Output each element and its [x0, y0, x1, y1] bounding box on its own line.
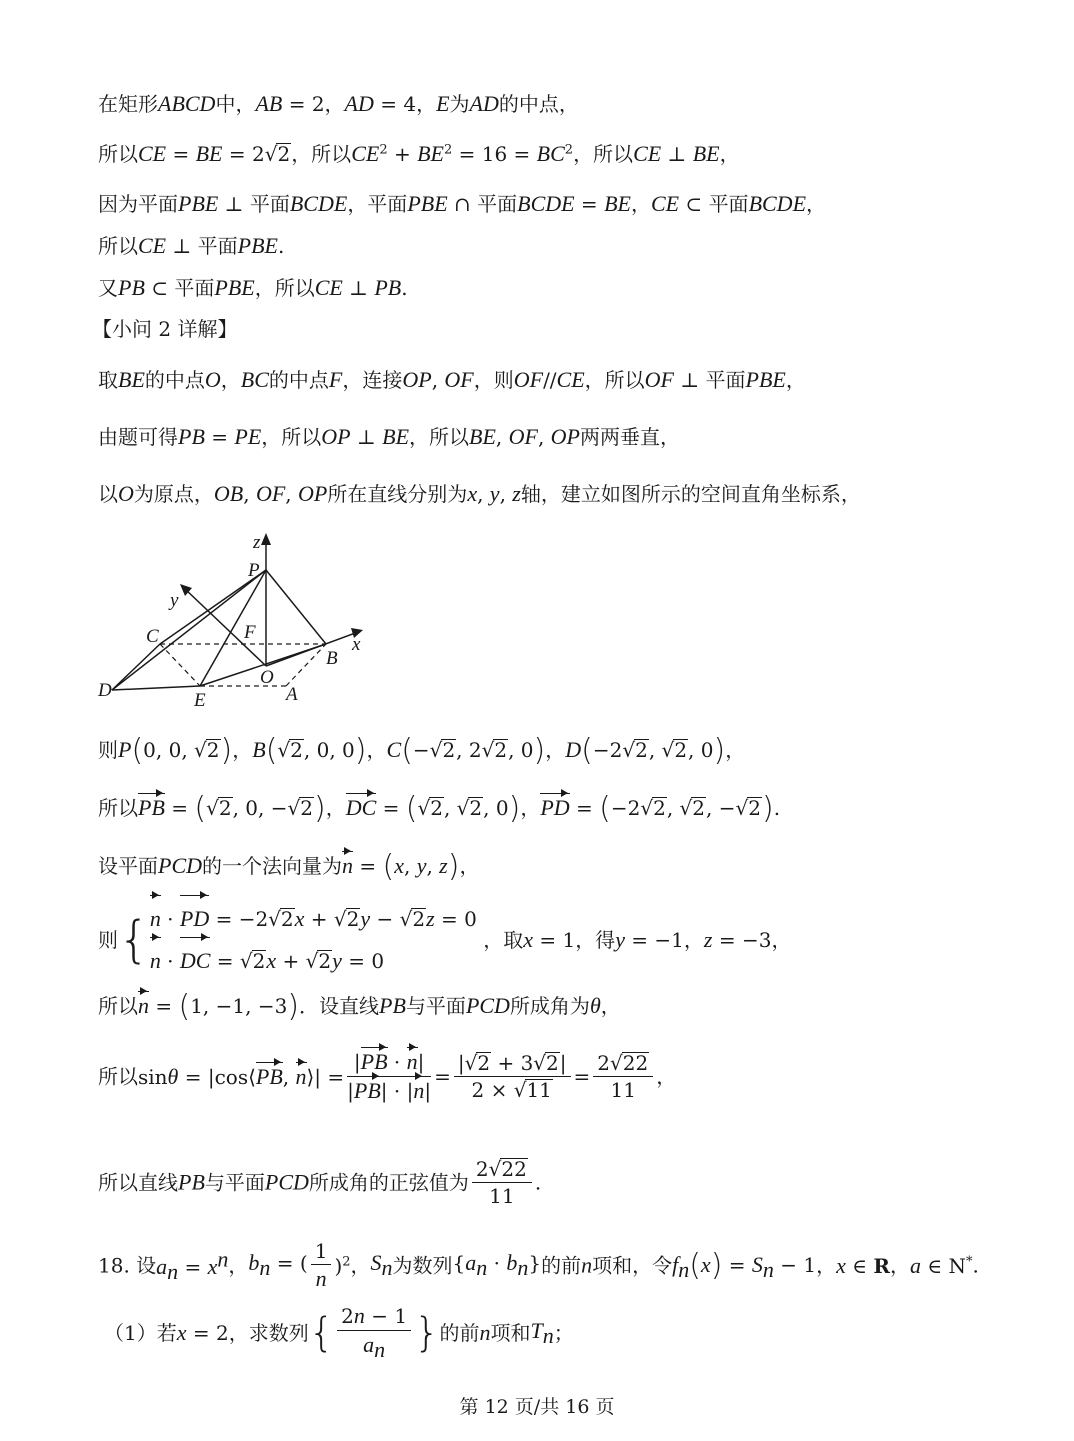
edge-DC: [112, 644, 160, 690]
edge-PB: [266, 570, 326, 644]
text: 18. 设: [98, 1253, 157, 1278]
text: 取: [98, 368, 118, 392]
text: ，: [545, 738, 566, 762]
text: 又: [98, 276, 118, 300]
label-E: E: [194, 690, 206, 711]
text: 平面: [197, 234, 238, 258]
text: 平面: [705, 368, 746, 392]
text: 设平面: [98, 854, 158, 878]
text: 的中点，: [498, 92, 579, 116]
label-z: z: [253, 532, 261, 553]
line-9: 则P(0, 0, √2)，B(√2, 0, 0)，C(−√2, 2√2, 0)，D(−2√2, √2, 0)，: [98, 733, 746, 768]
text: 所以: [98, 1064, 138, 1089]
text: 中，: [215, 92, 256, 116]
text: ，: [630, 192, 651, 216]
text: 的前: [439, 1321, 480, 1346]
line-5: 又PB ⊂ 平面PBE，所以CE ⊥ PB.: [98, 275, 408, 300]
text: ，取: [483, 927, 524, 952]
line-8: 以O为原点，OB, OF, OP所在直线分别为x, y, z轴，建立如图所示的空间直角坐标系，: [98, 481, 861, 506]
text: ，: [220, 368, 241, 392]
text: ，: [806, 192, 827, 216]
text: ，所以: [291, 142, 352, 166]
text: ，: [350, 1253, 371, 1278]
text: 为数列: [392, 1253, 453, 1278]
text: ，: [816, 1253, 837, 1278]
edge-CE: [160, 644, 200, 686]
text: 由题可得: [98, 425, 178, 449]
text: 所以: [98, 796, 138, 820]
text: ，平面: [347, 192, 408, 216]
label-P: P: [248, 560, 260, 581]
text: ，得: [575, 927, 616, 952]
text: 因为平面: [98, 192, 178, 216]
text: ，: [719, 142, 740, 166]
line-6: 取BE的中点O，BC的中点F，连接OP, OF，则OF//CE，所以OF ⊥ 平面PBE，: [98, 367, 806, 392]
text: ，所以: [584, 368, 645, 392]
line-13: 所以n = (1, −1, −3)．设直线PB与平面PCD所成角为θ，: [98, 989, 621, 1024]
text: ，所以: [409, 425, 470, 449]
label-A: A: [286, 684, 298, 705]
text: ，: [324, 92, 345, 116]
text: （1）若: [104, 1321, 177, 1346]
text: 项和: [490, 1321, 531, 1346]
text: 平面: [477, 192, 518, 216]
label-F: F: [244, 622, 256, 643]
text: ，: [325, 796, 346, 820]
label-C: C: [146, 626, 159, 647]
text: 两两垂直，: [580, 425, 680, 449]
text: 为: [449, 92, 470, 116]
text: .: [534, 1170, 542, 1195]
text: ，: [725, 738, 746, 762]
text: 在矩形: [98, 92, 158, 116]
text: 以: [98, 482, 118, 506]
text: .: [401, 276, 408, 300]
text: .: [773, 796, 781, 820]
line-7: 由题可得PB = PE，所以OP ⊥ BE，所以BE, OF, OP两两垂直，: [98, 424, 680, 449]
label-O: O: [260, 667, 274, 688]
text: ，: [232, 738, 253, 762]
line-1: 在矩形ABCD中，AB = 2，AD = 4，E为AD的中点，: [98, 91, 579, 116]
text: 与平面: [405, 994, 466, 1018]
text: ，: [600, 994, 621, 1018]
text: ，则: [473, 368, 514, 392]
label-x: x: [352, 634, 361, 655]
text: ，所以: [261, 425, 322, 449]
text: 与平面: [204, 1170, 265, 1195]
section-heading: 【小问 2 详解】: [92, 317, 238, 341]
line-15: 所以直线PB与平面PCD所成角的正弦值为 $\frac{2√22}{11}$ .: [98, 1157, 542, 1208]
edge-PE: [200, 570, 266, 686]
line-4: 所以CE ⊥ 平面PBE.: [98, 233, 285, 258]
text: 所以直线: [98, 1170, 178, 1195]
text: ，: [520, 796, 541, 820]
text: 所以: [98, 142, 138, 166]
text: ，连接: [342, 368, 403, 392]
text: ，: [366, 738, 387, 762]
text: ；: [553, 1321, 574, 1346]
edge-DE: [112, 686, 200, 690]
text: ，求数列: [228, 1321, 309, 1346]
text: 平面: [174, 276, 215, 300]
text: 所在直线分别为: [327, 482, 468, 506]
z-arrow: [261, 533, 271, 545]
text: 所成角的正弦值为: [308, 1170, 469, 1195]
text: .: [277, 234, 285, 258]
text: 则: [98, 738, 118, 762]
text: ，所以: [573, 142, 634, 166]
pyramid-figure: [90, 528, 390, 714]
label-y: y: [170, 590, 179, 611]
line-12: 则{ n · PD = −2√2x + √2y − √2z = 0 n · DC = √2x + √2y = 0 ，取x = 1，得y = −1，z = −3，: [98, 898, 791, 982]
text: ，: [683, 927, 704, 952]
line-2: 所以CE = BE = 2√2，所以$CE^2 + BE^2 = 16 = BC^2$，所以CE ⊥ BE，: [98, 141, 740, 166]
text: 的中点: [268, 368, 329, 392]
text: 的中点: [144, 368, 205, 392]
text: ．设直线: [299, 994, 380, 1018]
text: 所以: [98, 234, 138, 258]
text: 所以: [98, 994, 138, 1018]
line-3: 因为平面PBE ⊥ 平面BCDE，平面PBE ∩ 平面BCDE = BE，CE ⊂ 平面BCDE，: [98, 191, 827, 216]
question-18: 18. 设$a_n = x^n$，$b_n$ = ( $\frac{1}{n}$ )$^2$，$S_n$为数列$\{a_n \cdot b_n\}$的前n项和，令$f_n(x) = S_n - 1$，x ∈ R，a ∈ N*.: [98, 1239, 979, 1291]
text: ，: [459, 854, 480, 878]
text: 平面: [708, 192, 749, 216]
page-footer: 第 12 页/共 16 页: [459, 1396, 615, 1418]
text: ，所以: [254, 276, 315, 300]
label-D: D: [98, 680, 112, 701]
text: ，: [416, 92, 437, 116]
text: ，: [771, 927, 792, 952]
text: 的一个法向量为: [202, 854, 342, 878]
question-18-part-1: （1）若x = 2，求数列{ $\frac{2n - 1}{a_n}$ }的前n项和$T_n$；: [104, 1303, 574, 1363]
text: 的前: [541, 1253, 582, 1278]
line-14: 所以sinθ = |cos⟨PB, n⟩| = $\frac{|PB \cdot n|}{|PB| \cdot |n|}$ = $\frac{|√2 + 3√2|}{2 \times √11}$ = $\frac{2√22}{11}$ ，: [98, 1049, 677, 1104]
text: 所成角为: [509, 994, 590, 1018]
text: 平面: [249, 192, 290, 216]
line-11: 设平面PCD的一个法向量为n = (x, y, z)，: [98, 849, 480, 884]
text: 项和，令: [592, 1253, 673, 1278]
text: 为原点，: [133, 482, 214, 506]
text: ，: [785, 368, 806, 392]
text: .: [972, 1253, 979, 1278]
text: 则: [98, 927, 118, 952]
line-10: 所以PB = (√2, 0, −√2)，DC = (√2, √2, 0)，PD = (−2√2, √2, −√2).: [98, 791, 781, 826]
label-B: B: [326, 648, 338, 669]
text: ，: [656, 1064, 677, 1089]
text: 轴，建立如图所示的空间直角坐标系，: [520, 482, 861, 506]
text: ，: [890, 1253, 911, 1278]
text: ，: [228, 1253, 249, 1278]
